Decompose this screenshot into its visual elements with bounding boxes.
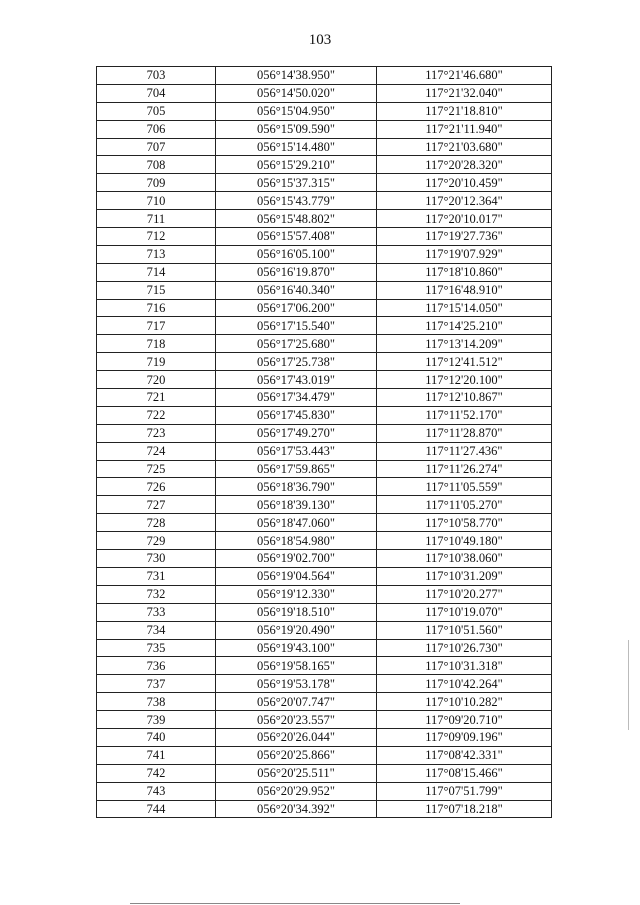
point-number-cell: 718 (97, 335, 216, 353)
latitude-cell: 056°14'50.020" (216, 84, 377, 102)
longitude-cell: 117°19'07.929" (377, 245, 552, 263)
longitude-cell: 117°20'12.364" (377, 192, 552, 210)
table-row (97, 460, 552, 478)
table-row (97, 210, 552, 228)
longitude-cell: 117°20'10.459" (377, 174, 552, 192)
table-row (97, 67, 552, 85)
longitude-cell: 117°21'18.810" (377, 102, 552, 120)
point-number-cell: 741 (97, 746, 216, 764)
longitude-cell: 117°10'38.060" (377, 550, 552, 568)
longitude-cell: 117°11'28.870" (377, 424, 552, 442)
table-row (97, 514, 552, 532)
table-row (97, 693, 552, 711)
latitude-cell: 056°17'59.865" (216, 460, 377, 478)
latitude-cell: 056°19'12.330" (216, 585, 377, 603)
point-number-cell: 717 (97, 317, 216, 335)
longitude-cell: 117°11'52.170" (377, 406, 552, 424)
latitude-cell: 056°18'54.980" (216, 532, 377, 550)
table-row (97, 317, 552, 335)
longitude-cell: 117°21'11.940" (377, 120, 552, 138)
latitude-cell: 056°16'05.100" (216, 245, 377, 263)
table-row (97, 84, 552, 102)
point-number-cell: 707 (97, 138, 216, 156)
longitude-cell: 117°13'14.209" (377, 335, 552, 353)
latitude-cell: 056°20'23.557" (216, 711, 377, 729)
longitude-cell: 117°20'28.320" (377, 156, 552, 174)
point-number-cell: 722 (97, 406, 216, 424)
longitude-cell: 117°09'09.196" (377, 728, 552, 746)
latitude-cell: 056°20'07.747" (216, 693, 377, 711)
table-row (97, 675, 552, 693)
coordinates-table-body (97, 67, 552, 818)
table-row (97, 442, 552, 460)
longitude-cell: 117°10'51.560" (377, 621, 552, 639)
longitude-cell: 117°18'10.860" (377, 263, 552, 281)
point-number-cell: 724 (97, 442, 216, 460)
point-number-cell: 715 (97, 281, 216, 299)
point-number-cell: 709 (97, 174, 216, 192)
latitude-cell: 056°19'18.510" (216, 603, 377, 621)
longitude-cell: 117°11'26.274" (377, 460, 552, 478)
latitude-cell: 056°17'43.019" (216, 371, 377, 389)
point-number-cell: 729 (97, 532, 216, 550)
point-number-cell: 738 (97, 693, 216, 711)
table-row (97, 711, 552, 729)
latitude-cell: 056°16'19.870" (216, 263, 377, 281)
longitude-cell: 117°14'25.210" (377, 317, 552, 335)
point-number-cell: 727 (97, 496, 216, 514)
latitude-cell: 056°15'04.950" (216, 102, 377, 120)
table-row (97, 764, 552, 782)
point-number-cell: 742 (97, 764, 216, 782)
latitude-cell: 056°15'37.315" (216, 174, 377, 192)
latitude-cell: 056°20'25.511" (216, 764, 377, 782)
longitude-cell: 117°15'14.050" (377, 299, 552, 317)
table-row (97, 389, 552, 407)
point-number-cell: 728 (97, 514, 216, 532)
table-row (97, 228, 552, 246)
longitude-cell: 117°10'10.282" (377, 693, 552, 711)
longitude-cell: 117°07'51.799" (377, 782, 552, 800)
table-row (97, 281, 552, 299)
point-number-cell: 720 (97, 371, 216, 389)
latitude-cell: 056°16'40.340" (216, 281, 377, 299)
latitude-cell: 056°17'53.443" (216, 442, 377, 460)
table-row (97, 728, 552, 746)
longitude-cell: 117°21'32.040" (377, 84, 552, 102)
latitude-cell: 056°17'49.270" (216, 424, 377, 442)
longitude-cell: 117°20'10.017" (377, 210, 552, 228)
table-row (97, 138, 552, 156)
longitude-cell: 117°10'42.264" (377, 675, 552, 693)
longitude-cell: 117°10'49.180" (377, 532, 552, 550)
point-number-cell: 733 (97, 603, 216, 621)
point-number-cell: 743 (97, 782, 216, 800)
point-number-cell: 739 (97, 711, 216, 729)
latitude-cell: 056°20'29.952" (216, 782, 377, 800)
point-number-cell: 744 (97, 800, 216, 818)
point-number-cell: 735 (97, 639, 216, 657)
point-number-cell: 726 (97, 478, 216, 496)
table-row (97, 102, 552, 120)
point-number-cell: 704 (97, 84, 216, 102)
latitude-cell: 056°15'43.779" (216, 192, 377, 210)
longitude-cell: 117°10'31.318" (377, 657, 552, 675)
table-row (97, 335, 552, 353)
longitude-cell: 117°12'10.867" (377, 389, 552, 407)
table-row (97, 424, 552, 442)
point-number-cell: 708 (97, 156, 216, 174)
table-row (97, 532, 552, 550)
longitude-cell: 117°21'03.680" (377, 138, 552, 156)
latitude-cell: 056°17'45.830" (216, 406, 377, 424)
table-row (97, 603, 552, 621)
table-row (97, 585, 552, 603)
table-row (97, 782, 552, 800)
point-number-cell: 736 (97, 657, 216, 675)
table-row (97, 621, 552, 639)
longitude-cell: 117°07'18.218" (377, 800, 552, 818)
table-row (97, 192, 552, 210)
latitude-cell: 056°18'36.790" (216, 478, 377, 496)
point-number-cell: 723 (97, 424, 216, 442)
point-number-cell: 732 (97, 585, 216, 603)
longitude-cell: 117°21'46.680" (377, 67, 552, 85)
scan-artifact-edge (628, 640, 629, 730)
longitude-cell: 117°08'15.466" (377, 764, 552, 782)
latitude-cell: 056°19'04.564" (216, 567, 377, 585)
longitude-cell: 117°16'48.910" (377, 281, 552, 299)
latitude-cell: 056°19'58.165" (216, 657, 377, 675)
latitude-cell: 056°19'43.100" (216, 639, 377, 657)
table-row (97, 496, 552, 514)
longitude-cell: 117°09'20.710" (377, 711, 552, 729)
longitude-cell: 117°12'20.100" (377, 371, 552, 389)
point-number-cell: 716 (97, 299, 216, 317)
latitude-cell: 056°19'02.700" (216, 550, 377, 568)
table-row (97, 639, 552, 657)
table-row (97, 156, 552, 174)
point-number-cell: 721 (97, 389, 216, 407)
latitude-cell: 056°15'29.210" (216, 156, 377, 174)
latitude-cell: 056°15'14.480" (216, 138, 377, 156)
latitude-cell: 056°15'48.802" (216, 210, 377, 228)
point-number-cell: 731 (97, 567, 216, 585)
latitude-cell: 056°15'57.408" (216, 228, 377, 246)
table-row (97, 120, 552, 138)
latitude-cell: 056°15'09.590" (216, 120, 377, 138)
latitude-cell: 056°18'47.060" (216, 514, 377, 532)
page-number: 103 (308, 32, 332, 48)
latitude-cell: 056°20'25.866" (216, 746, 377, 764)
longitude-cell: 117°10'19.070" (377, 603, 552, 621)
longitude-cell: 117°08'42.331" (377, 746, 552, 764)
point-number-cell: 703 (97, 67, 216, 85)
table-row (97, 245, 552, 263)
table-row (97, 800, 552, 818)
table-row (97, 567, 552, 585)
table-row (97, 657, 552, 675)
latitude-cell: 056°17'06.200" (216, 299, 377, 317)
point-number-cell: 719 (97, 353, 216, 371)
longitude-cell: 117°11'27.436" (377, 442, 552, 460)
latitude-cell: 056°19'53.178" (216, 675, 377, 693)
latitude-cell: 056°17'25.680" (216, 335, 377, 353)
point-number-cell: 710 (97, 192, 216, 210)
longitude-cell: 117°11'05.270" (377, 496, 552, 514)
longitude-cell: 117°19'27.736" (377, 228, 552, 246)
point-number-cell: 734 (97, 621, 216, 639)
latitude-cell: 056°17'25.738" (216, 353, 377, 371)
longitude-cell: 117°10'20.277" (377, 585, 552, 603)
table-row (97, 550, 552, 568)
latitude-cell: 056°17'15.540" (216, 317, 377, 335)
table-row (97, 174, 552, 192)
table-row (97, 263, 552, 281)
latitude-cell: 056°14'38.950" (216, 67, 377, 85)
latitude-cell: 056°20'34.392" (216, 800, 377, 818)
table-row (97, 478, 552, 496)
longitude-cell: 117°10'26.730" (377, 639, 552, 657)
point-number-cell: 740 (97, 728, 216, 746)
point-number-cell: 730 (97, 550, 216, 568)
latitude-cell: 056°18'39.130" (216, 496, 377, 514)
scan-artifact-line (130, 903, 460, 904)
point-number-cell: 737 (97, 675, 216, 693)
point-number-cell: 711 (97, 210, 216, 228)
point-number-cell: 712 (97, 228, 216, 246)
table-row (97, 371, 552, 389)
table-row (97, 299, 552, 317)
latitude-cell: 056°19'20.490" (216, 621, 377, 639)
latitude-cell: 056°20'26.044" (216, 728, 377, 746)
longitude-cell: 117°10'31.209" (377, 567, 552, 585)
point-number-cell: 706 (97, 120, 216, 138)
coordinates-table (96, 66, 552, 818)
table-row (97, 353, 552, 371)
longitude-cell: 117°12'41.512" (377, 353, 552, 371)
table-row (97, 746, 552, 764)
point-number-cell: 725 (97, 460, 216, 478)
point-number-cell: 705 (97, 102, 216, 120)
latitude-cell: 056°17'34.479" (216, 389, 377, 407)
table-row (97, 406, 552, 424)
longitude-cell: 117°10'58.770" (377, 514, 552, 532)
point-number-cell: 714 (97, 263, 216, 281)
point-number-cell: 713 (97, 245, 216, 263)
longitude-cell: 117°11'05.559" (377, 478, 552, 496)
